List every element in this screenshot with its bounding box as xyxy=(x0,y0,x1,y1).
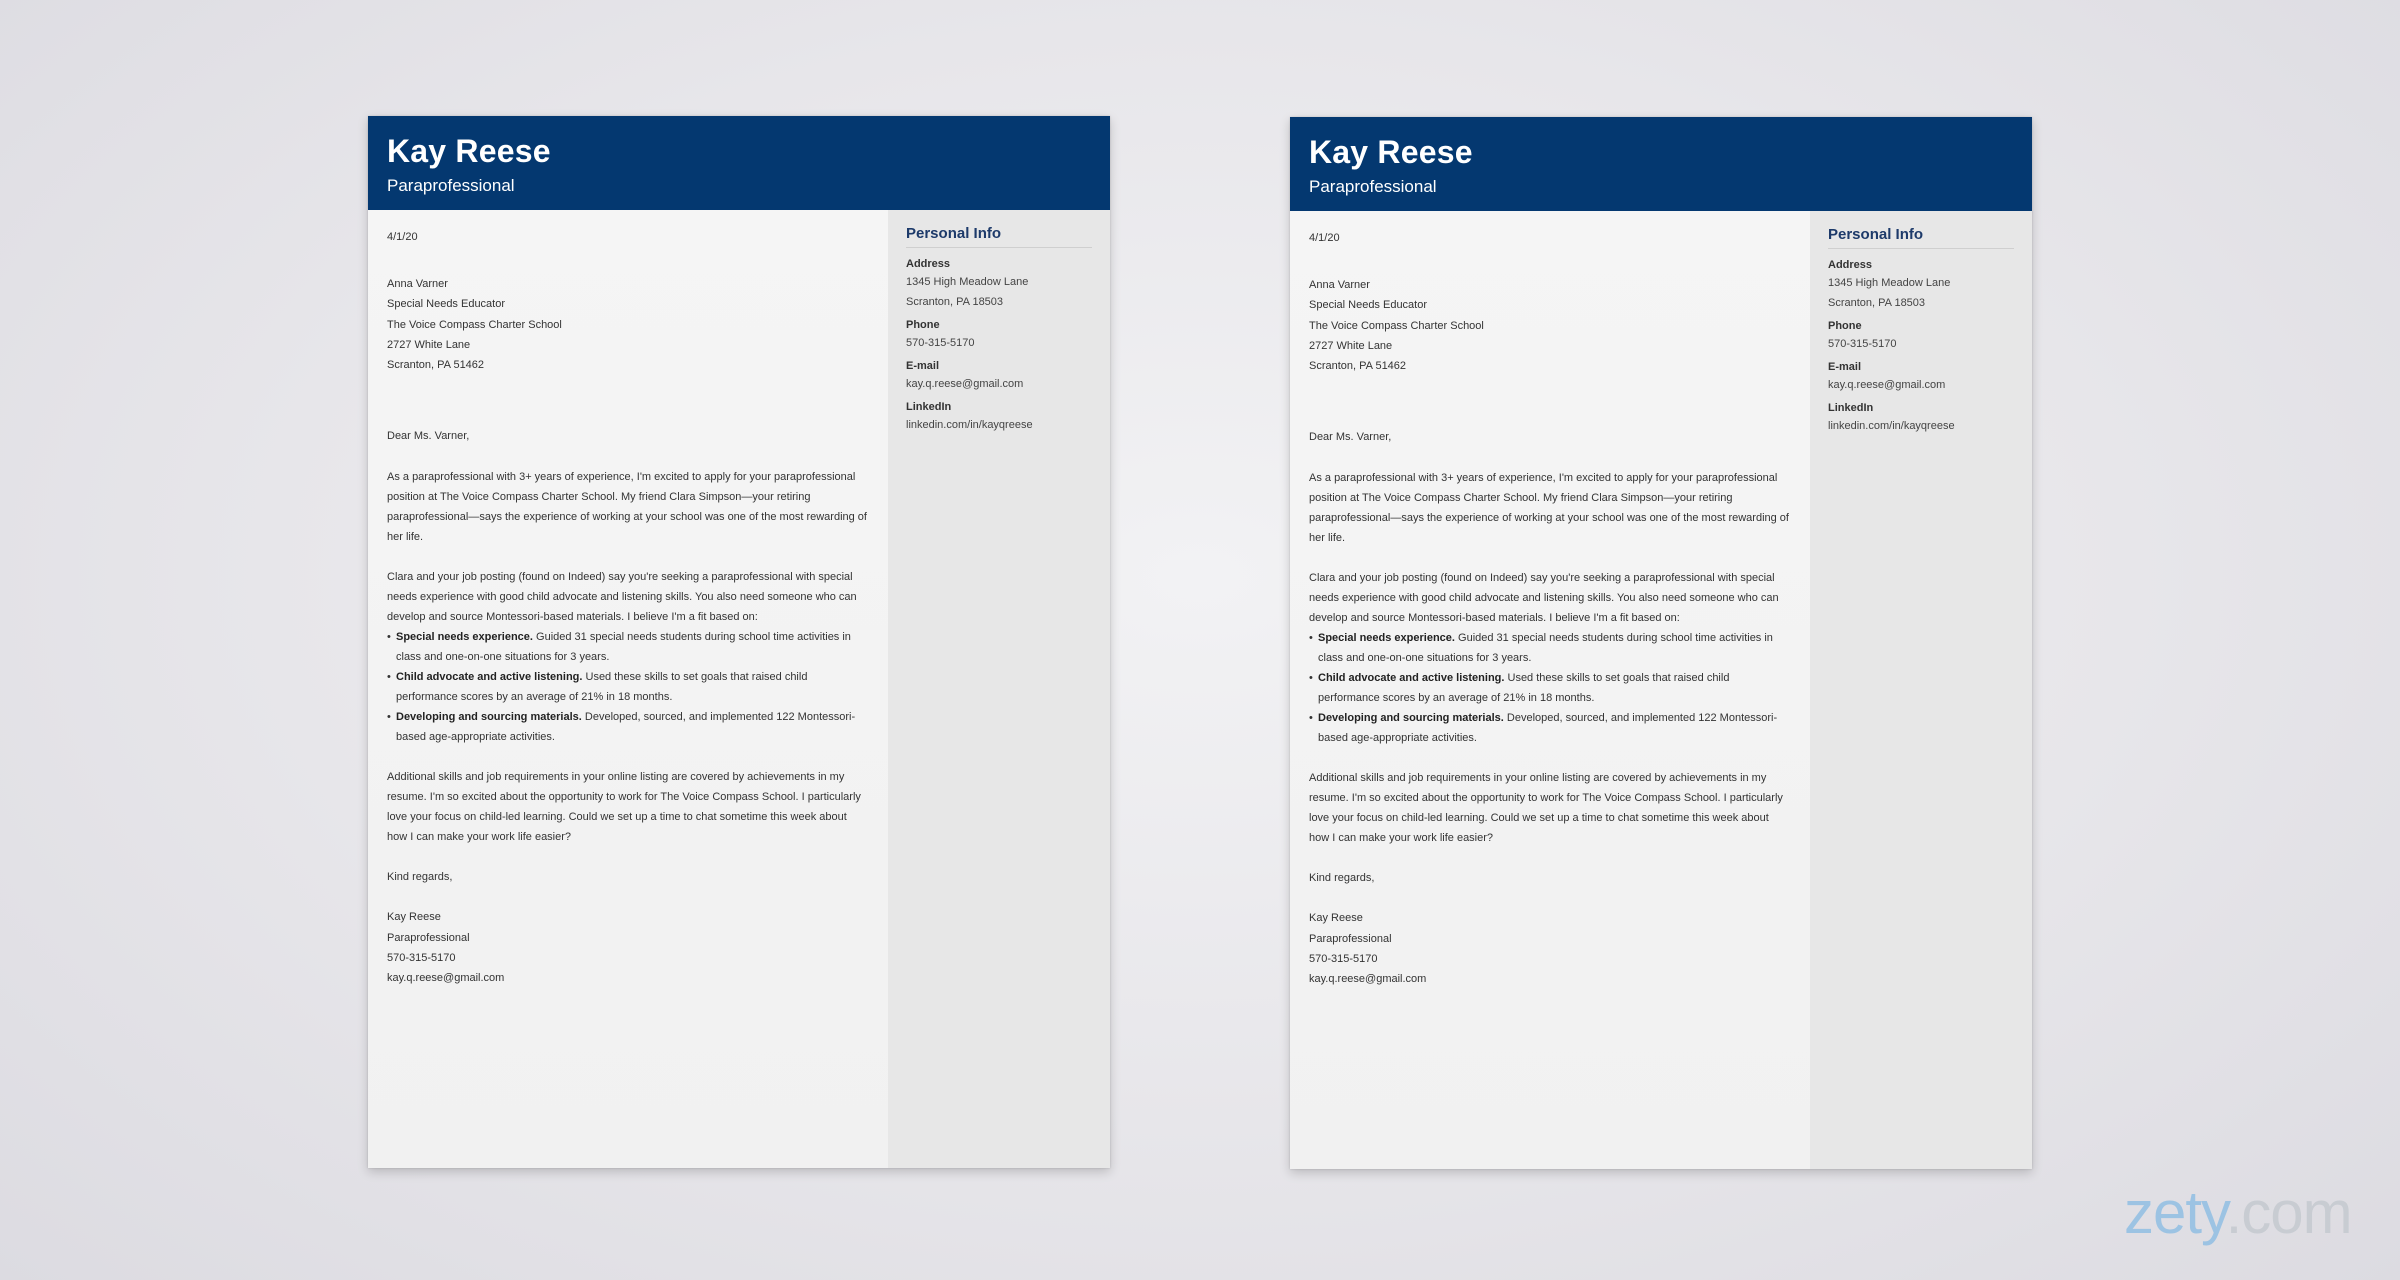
applicant-name: Kay Reese xyxy=(1309,134,1473,170)
signature-title: Paraprofessional xyxy=(387,931,470,944)
sidebar-heading: Personal Info xyxy=(906,225,1092,248)
recipient-city: Scranton, PA 51462 xyxy=(387,359,485,372)
list-item xyxy=(387,627,869,667)
closing: Kind regards, xyxy=(1309,872,1375,885)
recipient-street: 2727 White Lane xyxy=(1309,339,1393,352)
recipient-title: Special Needs Educator xyxy=(387,298,506,311)
letter-sidebar xyxy=(888,210,1110,1168)
paragraph-body: Clara and your job posting (found on Indeed) say you're seeking a paraprofessional with special needs experience with good child advocate and listening skills. You also need someone who can develop and source Montessori-based materials. I believe I'm a fit based on: xyxy=(1309,572,1779,625)
phone-value: 570-315-5170 xyxy=(1828,338,1897,350)
email-label: E-mail xyxy=(1828,361,1862,373)
zety-logo xyxy=(2124,1178,2352,1247)
recipient-city: Scranton, PA 51462 xyxy=(1309,360,1407,373)
recipient-company: The Voice Compass Charter School xyxy=(387,318,562,331)
bullet-text: Used these skills to set goals that raised child performance scores by an average of 21% in 18 months. xyxy=(396,671,808,704)
signature-phone: 570-315-5170 xyxy=(1309,953,1378,966)
letter-sidebar xyxy=(1810,211,2032,1169)
phone-label: Phone xyxy=(1828,320,1862,332)
cover-letter-preview-right xyxy=(1290,117,2032,1169)
email-label: E-mail xyxy=(906,360,940,372)
applicant-title: Paraprofessional xyxy=(1309,177,1437,196)
letter-main-column xyxy=(1290,211,1810,1169)
address-line-2: Scranton, PA 18503 xyxy=(906,296,1004,308)
list-item xyxy=(1309,628,1791,668)
letter-header xyxy=(368,116,1110,210)
logo-wordmark: zety xyxy=(2124,1179,2226,1246)
linkedin-value: linkedin.com/in/kayqreese xyxy=(1828,420,1955,432)
recipient-block xyxy=(387,274,869,375)
bullet-text: Developed, sourced, and implemented 122 Montessori-based age-appropriate activities. xyxy=(396,711,856,744)
list-item xyxy=(1309,668,1791,708)
bullet-text: Developed, sourced, and implemented 122 Montessori-based age-appropriate activities. xyxy=(1318,712,1778,745)
phone-label: Phone xyxy=(906,319,940,331)
bullet-text: Guided 31 special needs students during school time activities in class and one-on-one situations for 3 years. xyxy=(396,631,851,664)
letter-date: 4/1/20 xyxy=(387,231,418,243)
recipient-name: Anna Varner xyxy=(387,278,448,290)
bullet-heading: Special needs experience. xyxy=(1318,632,1455,645)
salutation: Dear Ms. Varner, xyxy=(1309,431,1392,444)
signature-name: Kay Reese xyxy=(387,911,441,924)
signature-name: Kay Reese xyxy=(1309,912,1363,925)
bullet-text: Guided 31 special needs students during school time activities in class and one-on-one situations for 3 years. xyxy=(1318,632,1773,665)
letter-main-column xyxy=(368,210,888,1168)
bullet-heading: Child advocate and active listening. xyxy=(396,671,583,684)
linkedin-label: LinkedIn xyxy=(1828,402,1874,414)
applicant-title: Paraprofessional xyxy=(387,176,515,195)
linkedin-label: LinkedIn xyxy=(906,401,952,413)
bullet-heading: Developing and sourcing materials. xyxy=(1318,712,1504,725)
closing: Kind regards, xyxy=(387,871,453,884)
address-line-1: 1345 High Meadow Lane xyxy=(906,276,1029,288)
email-value: kay.q.reese@gmail.com xyxy=(1828,379,1946,391)
cover-letter-preview-left xyxy=(368,116,1110,1168)
letter-date: 4/1/20 xyxy=(1309,232,1340,244)
recipient-street: 2727 White Lane xyxy=(387,338,471,351)
signature-email: kay.q.reese@gmail.com xyxy=(387,972,505,985)
paragraph-body: Clara and your job posting (found on Indeed) say you're seeking a paraprofessional with special needs experience with good child advocate and listening skills. You also need someone who can develop and source Montessori-based materials. I believe I'm a fit based on: xyxy=(387,571,857,624)
sidebar-heading: Personal Info xyxy=(1828,226,2014,249)
bullet-heading: Special needs experience. xyxy=(396,631,533,644)
qualification-list xyxy=(1309,628,1791,748)
salutation: Dear Ms. Varner, xyxy=(387,430,470,443)
applicant-name: Kay Reese xyxy=(387,133,551,169)
bullet-heading: Developing and sourcing materials. xyxy=(396,711,582,724)
signature-block xyxy=(1309,908,1791,989)
letter-header xyxy=(1290,117,2032,211)
address-label: Address xyxy=(906,258,951,270)
address-line-2: Scranton, PA 18503 xyxy=(1828,297,1926,309)
phone-value: 570-315-5170 xyxy=(906,337,975,349)
recipient-block xyxy=(1309,275,1791,376)
logo-domain: .com xyxy=(2225,1179,2352,1246)
list-item xyxy=(387,707,869,747)
paragraph-opening: As a paraprofessional with 3+ years of experience, I'm excited to apply for your paraprofessional position at The Voice Compass Charter School. My friend Clara Simpson—your retiring paraprofessional—says the experience of working at your school was one of the most rewarding of her life. xyxy=(1309,472,1789,545)
paragraph-opening: As a paraprofessional with 3+ years of experience, I'm excited to apply for your paraprofessional position at The Voice Compass Charter School. My friend Clara Simpson—your retiring paraprofessional—says the experience of working at your school was one of the most rewarding of her life. xyxy=(387,471,867,544)
list-item xyxy=(387,667,869,707)
qualification-list xyxy=(387,627,869,747)
linkedin-value: linkedin.com/in/kayqreese xyxy=(906,419,1033,431)
list-item xyxy=(1309,708,1791,748)
email-value: kay.q.reese@gmail.com xyxy=(906,378,1024,390)
signature-block xyxy=(387,907,869,988)
signature-phone: 570-315-5170 xyxy=(387,952,456,965)
address-label: Address xyxy=(1828,259,1873,271)
recipient-company: The Voice Compass Charter School xyxy=(1309,319,1484,332)
recipient-name: Anna Varner xyxy=(1309,279,1370,291)
address-line-1: 1345 High Meadow Lane xyxy=(1828,277,1951,289)
signature-title: Paraprofessional xyxy=(1309,932,1392,945)
signature-email: kay.q.reese@gmail.com xyxy=(1309,973,1427,986)
bullet-text: Used these skills to set goals that raised child performance scores by an average of 21% in 18 months. xyxy=(1318,672,1730,705)
paragraph-closing: Additional skills and job requirements in your online listing are covered by achievements in my resume. I'm so excited about the opportunity to work for The Voice Compass School. I particularly love your focus on child-led learning. Could we set up a time to chat sometime this week about how I can make your work life easier? xyxy=(1309,772,1783,845)
bullet-heading: Child advocate and active listening. xyxy=(1318,672,1505,685)
paragraph-closing: Additional skills and job requirements in your online listing are covered by achievements in my resume. I'm so excited about the opportunity to work for The Voice Compass School. I particularly love your focus on child-led learning. Could we set up a time to chat sometime this week about how I can make your work life easier? xyxy=(387,771,861,844)
recipient-title: Special Needs Educator xyxy=(1309,299,1428,312)
